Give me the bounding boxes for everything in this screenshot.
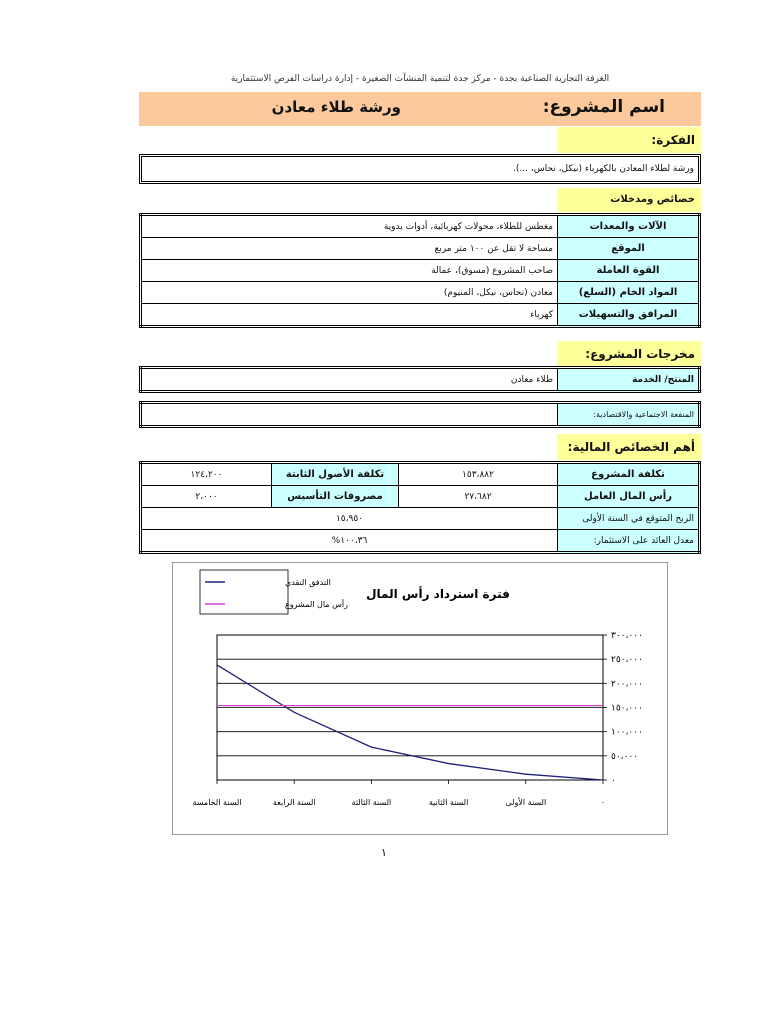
project-cost-label: تكلفة المشروع — [558, 463, 700, 486]
y-tick-label: ٣٠٠،٠٠٠ — [611, 631, 643, 641]
fixed-assets-label: تكلفة الأصول الثابتة — [272, 463, 399, 486]
financial-heading: أهم الخصائص المالية: — [557, 434, 701, 460]
inputs-row — [141, 282, 700, 304]
payback-chart-svg — [173, 563, 667, 834]
outputs-benefit-table — [139, 401, 701, 428]
x-tick-label: السنة الرابعة — [272, 798, 316, 807]
setup-label: مصروفات التأسيس — [272, 486, 399, 508]
x-tick-label: السنة الخامسة — [192, 798, 242, 807]
project-cost-value: ١٥٣،٨٨٢ — [399, 463, 558, 486]
outputs-heading: مخرجات المشروع: — [557, 341, 701, 367]
inputs-row — [141, 215, 700, 238]
y-tick-label: ٢٠٠،٠٠٠ — [611, 679, 643, 690]
inputs-row-label: القوة العاملة — [558, 260, 700, 282]
inputs-row-label: الموقع — [558, 238, 700, 260]
inputs-row — [141, 304, 700, 327]
inputs-row — [141, 238, 700, 260]
legend-box — [200, 570, 288, 614]
y-tick-label: ٢٥٠،٠٠٠ — [611, 655, 643, 666]
inputs-heading: خصائص ومدخلات — [557, 188, 701, 212]
y-tick-label: ١٠٠،٠٠٠ — [611, 727, 643, 738]
inputs-row-value: مساحة لا تقل عن ١٠٠ متر مربع — [141, 238, 558, 260]
fixed-assets-value: ١٢٤،٢٠٠ — [141, 463, 272, 486]
roi-value: ١٠٠،٣٦% — [141, 530, 558, 553]
inputs-row-value: كهرباء — [141, 304, 558, 327]
inputs-row-label: المرافق والتسهيلات — [558, 304, 700, 327]
benefit-label: المنفعة الاجتماعية والاقتصادية: — [558, 403, 700, 427]
inputs-table — [139, 213, 701, 328]
product-value: طلاء معادن — [141, 368, 558, 392]
x-tick-label: السنة الثالثة — [351, 798, 392, 807]
financial-table — [139, 461, 701, 554]
inputs-row-value: معادن (نحاس، نيكل، المنيوم) — [141, 282, 558, 304]
setup-value: ٢،٠٠٠ — [141, 486, 272, 508]
inputs-row-value: صاحب المشروع (مسوق)، عمالة — [141, 260, 558, 282]
profit-value: ١٥،٩٥٠ — [141, 508, 558, 530]
inputs-row — [141, 260, 700, 282]
y-tick-label: ٥٠،٠٠٠ — [611, 751, 639, 762]
product-label: المنتج/ الخدمة — [558, 368, 700, 392]
y-tick-label: ٠ — [611, 776, 616, 786]
benefit-value — [141, 403, 558, 427]
x-tick-label: السنة الأولى — [505, 798, 547, 807]
chart-title: فترة استرداد رأس المال — [366, 587, 510, 601]
project-name: ورشة طلاء معادن — [271, 98, 401, 116]
inputs-row-value: مغطس للطلاء، محولات كهربائية، أدوات يدوية — [141, 215, 558, 238]
legend-label: التدفق النقدي — [285, 578, 331, 587]
page-number: ١ — [381, 846, 387, 859]
working-capital-label: رأس المال العامل — [558, 486, 700, 508]
inputs-row-label: المواد الخام (السلع) — [558, 282, 700, 304]
outputs-product-table — [139, 366, 701, 393]
idea-heading: الفكرة: — [557, 127, 701, 153]
legend-label: رأس مال المشروع — [285, 600, 348, 609]
x-tick-label: ٠ — [600, 798, 606, 807]
inputs-row-label: الآلات والمعدات — [558, 215, 700, 238]
payback-chart — [172, 562, 668, 835]
idea-text: ورشة لطلاء المعادن بالكهرباء (نيكل، نحاس، ...). — [139, 154, 701, 184]
project-label: اسم المشروع: — [542, 97, 665, 117]
profit-label: الربح المتوقع في السنة الأولى — [558, 508, 700, 530]
project-title-bar — [139, 92, 701, 126]
x-tick-label: السنة الثانية — [428, 798, 469, 807]
working-capital-value: ٢٧،٦٨٢ — [399, 486, 558, 508]
roi-label: معدل العائد على الاستثمار: — [558, 530, 700, 553]
document-header: الغرفة التجارية الصناعية بجدة - مركز جدة لتنمية المنشآت الصغيرة - إدارة دراسات الفرص الاستثمارية — [230, 74, 610, 84]
y-tick-label: ١٥٠،٠٠٠ — [611, 703, 643, 714]
